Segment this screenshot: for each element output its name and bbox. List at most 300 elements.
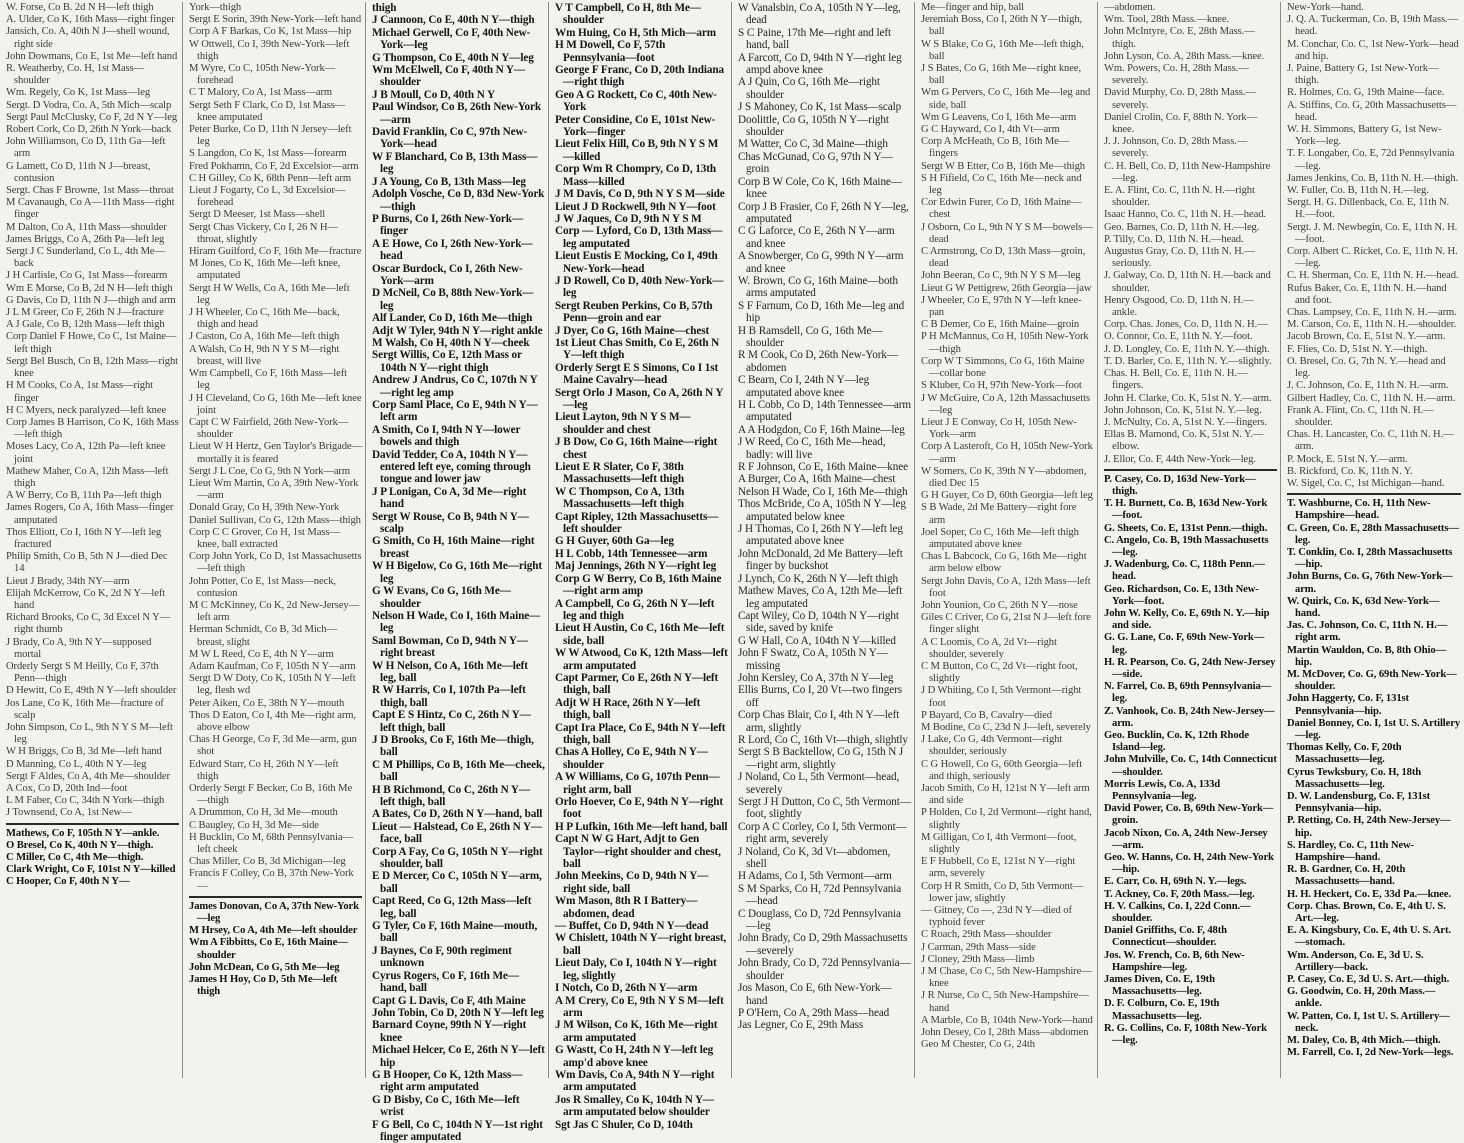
casualty-entry: H P Lufkin, 16th Me—left hand, ball (555, 820, 728, 833)
casualty-entry: John Meekins, Co D, 94th N Y—right side, ball (555, 870, 709, 895)
casualty-entry: T. D. Barler, Co. E, 11th N. Y.—slightly. (1104, 355, 1272, 367)
casualty-entry: A J Quin, Co G, 16th Me—right shoulder (738, 76, 880, 101)
casualty-entry: H Adams, Co I, 5th Vermont—arm (738, 870, 892, 883)
casualty-entry: Capt Wiley, Co D, 104th N Y—right side, saved by knife (738, 609, 899, 635)
casualty-entry: Alf Lander, Co D, 16th Me—thigh (372, 312, 533, 325)
column-6 (918, 2, 1098, 1078)
casualty-entry: Lieut J D Rockwell, 9th N Y—foot (555, 200, 716, 213)
casualty-entry: John Mulville, Co. C, 14th Connecticut—shoulder. (1104, 754, 1277, 778)
casualty-entry: Hiram Guilford, Co F, 16th Me—fracture (189, 246, 362, 258)
casualty-entry: C G Laforce, Co E, 26th N Y—arm and knee (738, 225, 895, 250)
casualty-entry: A J Gale, Co B, 12th Mass—left thigh (6, 319, 165, 331)
casualty-entry: J P Lonigan, Co A, 3d Me—right hand (372, 485, 527, 511)
casualty-entry: T. F. Longaber, Co. E, 72d Pennsylvania—leg. (1287, 148, 1455, 172)
casualty-entry: Capt Ira Place, Co E, 94th N Y—left thigh, ball (555, 721, 726, 746)
casualty-entry: John Johnson, Co. K, 51st N. Y.—leg. (1104, 404, 1262, 416)
casualty-entry: Sergt J C Sunderland, Co L, 4th Me—back (6, 246, 166, 270)
casualty-entry: J Noland, Co L, 5th Vermont—head, severely (738, 771, 900, 796)
casualty-entry: A Smith, Co I, 94th N Y—lower bowels and thigh (372, 423, 521, 449)
casualty-entry: S C Paine, 17th Me—right and left hand, ball (738, 26, 891, 52)
casualty-entry: W Chislett, 104th N Y—right breast, ball (555, 932, 727, 957)
casualty-entry: Mathew Maher, Co A, 12th Mass—left thigh (6, 465, 169, 489)
casualty-entry: D. F. Colburn, Co. E, 19th Massachusetts—leg. (1104, 998, 1220, 1022)
casualty-entry: Capt E S Hintz, Co C, 26th N Y—left thigh, ball (372, 709, 531, 734)
casualty-entry: J Baynes, Co F, 90th regiment unknown (372, 944, 512, 970)
casualty-entry: Capt G L Davis, Co F, 4th Maine (372, 994, 526, 1007)
casualty-entry: Geo. Bucklin, Co. K, 12th Rhode Island—leg. (1104, 729, 1249, 754)
column-7 (1101, 2, 1281, 1078)
casualty-entry: O. Connor, Co. E, 11th N. Y.—foot. (1104, 331, 1253, 343)
casualty-entry: Giles C Criver, Co G, 21st N J—left fore finger slight (921, 612, 1091, 636)
casualty-entry: Sergt F Aldes, Co A, 4th Me—shoulder (6, 770, 170, 782)
casualty-entry: A Farcott, Co D, 94th N Y—right leg ampd above knee (738, 51, 902, 77)
casualty-list (1287, 2, 1461, 490)
casualty-entry: Orderly Sergt S M Heilly, Co F, 37th Penn—thigh (6, 660, 159, 685)
casualty-entry: J A Young, Co B, 13th Mass—leg (372, 175, 526, 188)
casualty-entry: 1st Lieut Chas Smith, Co E, 26th N Y—left thigh (555, 336, 720, 362)
casualty-list (189, 2, 362, 893)
casualty-entry: G Tyler, Co F, 16th Maine—mouth, ball (372, 920, 538, 945)
casualty-entry: Rufus Baker, Co. E, 11th N. H.—hand and foot. (1287, 282, 1447, 306)
casualty-entry: W. Brown, Co G, 16th Maine—both arms amputated (738, 274, 898, 300)
casualty-entry: Capt Reed, Co G, 12th Mass—left leg, ball (372, 895, 532, 920)
casualty-entry: Corp A F Barkas, Co K, 1st Mass—hip (189, 26, 352, 38)
casualty-entry: Lieut E R Slater, Co F, 38th Massachusetts—left thigh (555, 461, 684, 486)
casualty-list (372, 2, 545, 1143)
casualty-entry: James H Hoy, Co D, 5th Me—left thigh (189, 974, 338, 998)
casualty-entry: G H Guyer, Co D, 60th Georgia—left leg (921, 490, 1093, 502)
casualty-entry: Sergt H W Wells, Co A, 16th Me—left leg (189, 282, 350, 306)
casualty-entry: Corp James B Harrison, Co K, 16th Mass—left thigh (6, 416, 179, 441)
casualty-entry: John W. Kelly, Co. E, 69th N. Y.—hip and side. (1104, 607, 1270, 632)
casualty-entry: C Hooper, Co F, 40th N Y— (6, 876, 130, 888)
casualty-entry: Daniel Griffiths, Co. F, 48th Connecticut—shoulder. (1104, 925, 1227, 949)
casualty-entry: John F Swatz, Co A, 105th N Y—missing (738, 647, 888, 672)
casualty-entry: H. H. Heckert, Co. E, 33d Pa.—knee. (1287, 888, 1451, 900)
casualty-entry: Sergt John Davis, Co A, 12th Mass—left foot (921, 575, 1091, 599)
casualty-entry: P Bayard, Co B, Cavalry—died (921, 709, 1052, 721)
casualty-entry: A A Hodgdon, Co F, 16th Maine—leg (738, 423, 905, 436)
casualty-entry: A. Stiffins, Co. G, 20th Massachusetts—head. (1287, 99, 1457, 123)
casualty-list-continued (189, 896, 362, 999)
casualty-entry: John H. Clarke, Co. K, 51st N. Y.—arm. (1104, 392, 1272, 404)
casualty-entry: Lieut J Fogarty, Co L, 3d Excelsior—forehead (189, 185, 346, 209)
casualty-list (6, 2, 179, 820)
casualty-entry: Joel Soper, Co C, 16th Me—left thigh amputated above knee (921, 526, 1079, 550)
casualty-entry: A Bates, Co D, 26th N Y—hand, ball (372, 808, 543, 821)
casualty-entry: J D Rowell, Co D, 40th New-York—leg (555, 274, 724, 300)
casualty-entry: M Jones, Co K, 16th Me—left knee, amputated (189, 258, 341, 282)
casualty-entry: Lieut — Halstead, Co E, 26th N Y—face, ball (372, 820, 543, 846)
casualty-entry: M. McDover, Co. G, 69th New-York—shoulder. (1287, 668, 1457, 693)
casualty-entry: M Hrsey, Co A, 4th Me—left shoulder (189, 925, 358, 937)
casualty-entry: R W Harris, Co I, 107th Pa—left thigh, ball (372, 684, 526, 709)
casualty-entry: J R Nurse, Co C, 5th New-Hampshire—hand (921, 990, 1089, 1014)
casualty-entry: Augustus Gray, Co. D, 11th N. H.—seriously. (1104, 246, 1255, 270)
casualty-entry: Wm E Morse, Co B, 2d N H—left thigh (6, 282, 173, 294)
casualty-entry: D McNeil, Co B, 88th New-York—leg (372, 287, 534, 312)
casualty-entry: Sgt Jas C Shuler, Co D, 104th (555, 1118, 693, 1131)
casualty-entry: P. Casey, Co. D, 163d New-York—thigh. (1104, 473, 1256, 497)
casualty-entry: Orderly Sergt F Becker, Co B, 16th Me—thigh (189, 783, 353, 807)
casualty-entry: P Holden, Co I, 2d Vermont—right hand, slightly (921, 807, 1092, 831)
casualty-entry: J Dyer, Co G, 16th Maine—chest (555, 324, 710, 337)
casualty-entry: Moses Lacy, Co A, 12th Pa—left knee joint (6, 441, 166, 465)
column-1 (3, 2, 183, 1078)
casualty-entry: H B Ramsdell, Co G, 16th Me—shoulder (738, 324, 883, 349)
casualty-entry: H C Myers, neck paralyzed—left knee (6, 404, 167, 416)
casualty-entry: Elijah McKerrow, Co K, 2d N Y—left hand (6, 587, 166, 611)
casualty-entry: E. Carr, Co. H, 69th N. Y.—legs. (1104, 876, 1247, 888)
casualty-entry: W. Sigel, Co. C, 1st Michigan—hand. (1287, 477, 1445, 489)
casualty-entry: Paul Windsor, Co B, 26th New-York—arm (372, 101, 541, 126)
casualty-entry: C G Howell, Co G, 60th Georgia—left and thigh, seriously (921, 758, 1083, 782)
casualty-entry: R. B. Gardner, Co. H, 20th Massachusetts—hand. (1287, 864, 1406, 888)
casualty-entry: John Haggerty, Co. F, 131st Pennsylvania—hip. (1287, 693, 1409, 717)
casualty-entry: David Tedder, Co A, 104th N Y—entered left eye, coming through tongue and lower jaw (372, 448, 531, 486)
casualty-entry: John Burns, Co. G, 76th New-York—arm. (1287, 571, 1453, 595)
casualty-entry: C M Phillips, Co B, 16th Me—cheek, ball (372, 758, 545, 784)
casualty-entry: Maj Jennings, 26th N Y—right leg (555, 560, 717, 573)
casualty-entry: C Bearn, Co I, 24th N Y—leg amputated above knee (738, 374, 870, 399)
casualty-entry: W. Quirk, Co. K, 63d New-York—hand. (1287, 595, 1440, 619)
casualty-entry: Oscar Burdock, Co I, 26th New-York—arm (372, 262, 523, 287)
casualty-entry: A Drummon, Co H, 3d Me—mouth (189, 807, 338, 819)
casualty-entry: Ellas B. Mamond, Co. K, 51st N. Y.—elbow. (1104, 429, 1264, 453)
casualty-entry: R. Holmes, Co. G, 19th Maine—face. (1287, 87, 1445, 99)
casualty-list (555, 2, 728, 1131)
casualty-entry: J W McGuire, Co A, 12th Massachusetts—leg (921, 392, 1090, 416)
casualty-entry: J. C. Johnson, Co. E, 11th N. H.—arm. (1287, 380, 1449, 392)
casualty-entry: M Wyre, Co C, 105th New-York—forehead (189, 63, 336, 87)
casualty-entry: Geo A G Rockett, Co C, 40th New-York (555, 88, 717, 114)
casualty-entry: J Wheeler, Co E, 97th N Y—left knee-pan (921, 294, 1082, 319)
casualty-entry: J Townsend, Co A, 1st New— (6, 807, 132, 819)
casualty-entry: Wm. Regely, Co K, 1st Mass—leg (6, 87, 151, 99)
casualty-entry: Peter Aiken, Co E, 38th N Y—mouth (189, 697, 345, 709)
casualty-entry: Sergt W Rouse, Co B, 94th N Y—scalp (372, 510, 529, 536)
casualty-entry: Corp — Lyford, Co D, 13th Mass—leg amputated (555, 225, 723, 250)
casualty-entry: Orlo Hoever, Co E, 94th N Y—right foot (555, 796, 724, 821)
casualty-entry: C H Gilley, Co K, 68th Penn—left arm (189, 172, 351, 184)
casualty-entry: Adjt W Tyler, 94th N Y—right ankle (372, 324, 543, 337)
casualty-entry: J Osborn, Co L, 9th N Y S M—bowels—dead (921, 221, 1093, 245)
casualty-entry: C. Green, Co. E, 28th Massachusetts—leg. (1287, 522, 1459, 546)
casualty-entry: J L M Greer, Co F, 26th N J—fracture (6, 307, 164, 319)
casualty-entry: Corp C C Grover, Co H, 1st Mass—knee, ball extracted (189, 526, 340, 550)
casualty-entry: Thos McBride, Co A, 105th N Y—leg amputated below knee (738, 498, 906, 523)
casualty-entry: York—thigh (189, 2, 242, 13)
casualty-entry: Geo. Barnes, Co. D, 11th N. H.—leg. (1104, 221, 1260, 233)
casualty-entry: A Burger, Co A, 16th Maine—chest (738, 473, 896, 486)
casualty-entry: S H Fifield, Co C, 16th Me—neck and leg (921, 172, 1082, 197)
casualty-entry: Corp A McHeath, Co B, 16th Me—fingers (921, 136, 1070, 160)
casualty-entry: T. Ackney, Co. F, 20th Mass.—leg. (1104, 888, 1255, 900)
casualty-entry: R F Johnson, Co E, 16th Maine—knee (738, 461, 909, 474)
casualty-entry: J Cannoon, Co E, 40th N Y—thigh (372, 14, 535, 27)
casualty-entry: J H Carlisle, Co G, 1st Mass—forearm (6, 270, 168, 282)
casualty-entry: Sergt D Meeser, 1st Mass—shell (189, 209, 326, 221)
casualty-entry: Sergt Seth F Clark, Co D, 1st Mass—knee amputated (189, 99, 346, 123)
casualty-entry: Mathew Maves, Co A, 12th Me—left leg amputated (738, 585, 903, 610)
casualty-entry: Lieut J E Conway, Co H, 105th New-York—arm (921, 416, 1077, 441)
column-3 (369, 2, 549, 1143)
casualty-entry: Saml Bowman, Co D, 94th N Y—right breast (372, 634, 528, 660)
casualty-entry: G Smith, Co H, 16th Maine—right breast (372, 535, 535, 560)
casualty-entry: H B Richmond, Co C, 26th N Y—left thigh, ball (372, 783, 530, 808)
casualty-entry: Martin Wauldon, Co. B, 8th Ohio—hip. (1287, 644, 1447, 668)
casualty-list-continued (1104, 469, 1277, 1048)
casualty-entry: E D Mercer, Co C, 105th N Y—arm, ball (372, 870, 542, 895)
casualty-entry: Lieut W H Hertz, Gen Taylor's Brigade—mortally it is feared (189, 441, 363, 465)
casualty-entry: J M Chase, Co C, 5th New-Hampshire—knee (921, 966, 1092, 990)
casualty-entry: C Armstrong, Co D, 13th Mass—groin, dead (921, 246, 1086, 270)
casualty-entry: Orderly Sergt E S Simons, Co I 1st Maine Cavalry—head (555, 361, 719, 387)
casualty-entry: — Gitney, Co —, 23d N Y—died of typhoid fever (921, 905, 1072, 929)
casualty-entry: H M Cooks, Co A, 1st Mass—right finger (6, 380, 153, 404)
casualty-entry: W. Patten, Co. I, 1st U. S. Artillery—neck. (1287, 1010, 1450, 1034)
casualty-entry: Z. Vanhook, Co. B, 24th New-Jersey—arm. (1104, 705, 1275, 729)
casualty-entry: Fred Pokhamn, Co F, 2d Excelsior—arm (189, 160, 359, 172)
casualty-entry: W C Thompson, Co A, 13th Massachusetts—left thigh (555, 485, 685, 511)
casualty-entry: W. H. Simmons, Battery G, 1st New-York—leg. (1287, 124, 1442, 148)
casualty-entry: J Cloney, 29th Mass—limb (921, 953, 1035, 965)
casualty-entry: Sergt Bel Busch, Co B, 12th Mass—right knee (6, 355, 178, 380)
casualty-entry: G W Hall, Co A, 104th N Y—killed (738, 634, 896, 647)
casualty-entry: Geo M Chester, Co G, 24th (921, 1039, 1035, 1051)
casualty-entry: W Somers, Co K, 39th N Y—abdomen, died Dec 15 (921, 465, 1087, 489)
casualty-entry: P. Retting, Co. H, 24th New-Jersey—hip. (1287, 815, 1451, 839)
casualty-entry: Capt Ripley, 12th Massachusetts—left shoulder (555, 510, 719, 536)
casualty-entry: V T Campbell, Co H, 8th Me—shoulder (555, 2, 701, 27)
casualty-entry: J Lake, Co G, 4th Vermont—right shoulder, seriously (921, 734, 1063, 758)
casualty-entry: Daniel Crolin, Co. F, 88th N. York—knee. (1104, 111, 1258, 136)
casualty-entry: Edward Starr, Co H, 26th N Y—left thigh (189, 758, 339, 782)
casualty-entry: Lieut Felix Hill, Co B, 9th N Y S M—killed (555, 138, 719, 163)
casualty-entry: O. Bresel, Co. G, 7th N. Y.—head and leg. (1287, 355, 1446, 380)
casualty-entry: Chas Miller, Co B, 3d Michigan—leg (189, 856, 346, 868)
casualty-entry: Herman Schmidt, Co B, 3d Mich—breast, slight (189, 624, 337, 648)
casualty-entry: John McDonald, 2d Me Battery—left finger by buckshot (738, 547, 903, 573)
casualty-entry: E. A. Flint, Co. C, 11th N. H.—right shoulder. (1104, 185, 1255, 209)
casualty-entry: Sergt J L Coe, Co G, 9th N York—arm (189, 465, 351, 477)
casualty-entry: Sergt Paul McClusky, Co F, 2d N Y—leg (6, 111, 178, 123)
casualty-entry: Adjt W H Race, 26th N Y—left thigh, ball (555, 696, 701, 722)
casualty-entry: F G Bell, Co C, 104th N Y—1st right finger amputated (372, 1118, 543, 1143)
casualty-entry: Sergt. H. G. Dillenback, Co. E, 11th N. H.—foot. (1287, 197, 1450, 221)
casualty-entry: R. G. Collins, Co. F, 108th New-York—leg. (1104, 1022, 1267, 1047)
casualty-entry: Philip Smith, Co B, 5th N J—died Dec 14 (6, 551, 168, 575)
casualty-entry: J Carman, 29th Mass—side (921, 941, 1036, 953)
casualty-entry: Sergt. Chas F Browne, 1st Mass—throat (6, 185, 174, 197)
casualty-entry: Barnard Coyne, 99th N Y—right knee (372, 1019, 527, 1044)
casualty-entry: F. Flies, Co. D, 51st N. Y.—thigh. (1287, 343, 1428, 355)
casualty-entry: John Beeran, Co C, 9th N Y S M—leg (921, 270, 1081, 282)
casualty-entry: Corp H R Smith, Co D, 5th Vermont—lower jaw, slightly (921, 880, 1084, 904)
casualty-entry: C T Malory, Co A, 1st Mass—arm (189, 87, 333, 99)
casualty-entry: S F Farnum, Co D, 16th Me—leg and hip (738, 299, 905, 325)
casualty-entry: Jos Lane, Co K, 16th Me—fracture of scalp (6, 697, 164, 721)
casualty-entry: John Desey, Co I, 28th Mass—abdomen (921, 1027, 1089, 1039)
column-4 (552, 2, 732, 1131)
casualty-entry: J. Paine, Battery G, 1st New-York—thigh. (1287, 63, 1439, 87)
casualty-entry: John Kersley, Co A, 37th N Y—leg (738, 671, 894, 684)
casualty-entry: Ellis Burns, Co I, 20 Vt—two fingers off (738, 684, 903, 709)
casualty-entry: Morris Lewis, Co. A, 133d Pennsylvania—leg. (1104, 778, 1221, 802)
casualty-entry: C Baugley, Co H, 3d Me—side (189, 819, 319, 831)
casualty-entry: David Murphy, Co. D, 28th Mass.—severely. (1104, 87, 1256, 111)
casualty-entry: R Lord, Co C, 16th Vt—thigh, slightly (738, 733, 908, 746)
casualty-entry: H. R. Pearson, Co. G, 24th New-Jersey—side. (1104, 656, 1276, 680)
casualty-entry: M. Daley, Co. B, 4th Mich.—thigh. (1287, 1035, 1441, 1047)
casualty-entry: Thomas Kelly, Co. F, 20th Massachusetts—leg. (1287, 742, 1402, 766)
casualty-entry: John Brady, Co D, 29th Massachusetts—severely (738, 932, 908, 957)
casualty-entry: Daniel Sullivan, Co G, 12th Mass—thigh (189, 514, 361, 526)
casualty-entry: J. J. Johnson, Co. D, 28th Mass.—severely. (1104, 136, 1248, 160)
casualty-entry: O Bresel, Co K, 40th N Y—thigh. (6, 839, 154, 851)
casualty-entry: Capt Parmer, Co E, 26th N Y—left thigh, ball (555, 671, 719, 697)
casualty-entry: S B Wade, 2d Me Battery—right fore arm (921, 502, 1077, 526)
casualty-entry: E F Hubbell, Co E, 121st N Y—right arm, severely (921, 856, 1076, 880)
casualty-entry: John Lyson, Co. A, 28th Mass.—knee. (1104, 50, 1265, 62)
casualty-entry: George F Franc, Co D, 20th Indiana—right thigh (555, 64, 724, 89)
casualty-entry: Jacob Nixon, Co. A, 24th New-Jersey—arm. (1104, 827, 1268, 851)
casualty-entry: G D Bisby, Co C, 16th Me—left wrist (372, 1093, 520, 1119)
casualty-entry: New-York—hand. (1287, 2, 1364, 13)
casualty-entry: Jacob Brown, Co. E, 51st N. Y.—arm. (1287, 331, 1446, 343)
casualty-entry: W S Blake, Co G, 16th Me—left thigh, ball (921, 38, 1084, 62)
casualty-list-continued (6, 823, 179, 889)
casualty-entry: M Cavanaugh, Co A—11th Mass—right finger (6, 197, 175, 221)
casualty-entry: Sergt S B Backtellow, Co G, 15th N J—right arm, slightly (738, 746, 904, 771)
casualty-entry: J. D. Longley, Co. E, 11th N. Y.—thigh. (1104, 343, 1270, 355)
casualty-entry: H L Cobb, 14th Tennessee—arm (555, 547, 708, 560)
casualty-entry: James Jenkins, Co. B, 11th N. H.—thigh. (1287, 172, 1459, 184)
column-5 (735, 2, 915, 1078)
casualty-entry: Thos D Eaton, Co I, 4th Me—right arm, above elbow (189, 709, 356, 733)
casualty-entry: Clark Wright, Co F, 101st N Y—killed (6, 864, 176, 876)
casualty-entry: W F Blanchard, Co B, 13th Mass—leg (372, 150, 538, 176)
casualty-entry: T. H. Burnett, Co. B, 163d New-York—foot. (1104, 498, 1268, 522)
casualty-entry: Geo. Richardson, Co. E, 13th New-York—foot. (1104, 583, 1259, 607)
casualty-entry: John Potter, Co E, 1st Mass—neck, contusion (189, 575, 336, 599)
casualty-entry: James Briggs, Co A, 26th Pa—left leg (6, 233, 165, 245)
casualty-entry: Jansich, Co. A, 40th N J—shell wound, right side (6, 26, 170, 50)
casualty-entry: P H McMannus, Co H, 105th New-York—thigh (921, 331, 1089, 355)
casualty-entry: Lieut Wm Martin, Co A, 39th New-York—arm (189, 477, 359, 502)
casualty-entry: Wm. Powers, Co. H, 28th Mass.—severely. (1104, 63, 1249, 87)
casualty-entry: G C Hayward, Co I, 4th Vt—arm (921, 124, 1060, 136)
casualty-entry: M Dalton, Co A, 11th Mass—shoulder (6, 221, 167, 233)
casualty-entry: Chas H George, Co F, 3d Me—arm, gun shot (189, 734, 357, 758)
casualty-entry: John Simpson, Co L, 9th N Y S M—left leg (6, 721, 173, 746)
casualty-entry: Michael Gerwell, Co F, 40th New-York—leg (372, 26, 531, 52)
casualty-list (738, 2, 911, 1032)
casualty-entry: T. Washburne, Co. H, 11th New-Hampshire—head. (1287, 498, 1431, 522)
casualty-entry: C. H. Bell, Co. D, 11th New-Hampshire—leg. (1104, 160, 1271, 184)
casualty-entry: S Kluber, Co H, 97th New-York—foot (921, 380, 1082, 392)
casualty-entry: Corp J B Frasier, Co F, 26th N Y—leg, amputated (738, 200, 909, 225)
casualty-entry: W. Forse, Co B. 2d N H—left thigh (6, 2, 154, 13)
casualty-entry: A M Crery, Co E, 9th N Y S M—left arm (555, 994, 724, 1019)
casualty-entry: Nelson H Wade, Co I, 16th Maine—leg (372, 609, 541, 635)
casualty-entry: Adam Kaufman, Co F, 105th N Y—arm (189, 660, 356, 672)
casualty-entry: Geo. W. Hanns, Co. H, 24th New-York—hip. (1104, 852, 1274, 876)
casualty-entry: M Bodine, Co C, 23d N J—left, severely (921, 721, 1091, 733)
casualty-entry: M. Carson, Co. E, 11th N. H.—shoulder. (1287, 319, 1457, 331)
casualty-entry: John Tobin, Co D, 20th N Y—left leg (372, 1006, 544, 1019)
casualty-entry: M Gilligan, Co I, 4th Vermont—foot, slightly (921, 831, 1077, 856)
casualty-entry: T. Conklin, Co. I, 28th Massachusetts—hip. (1287, 546, 1453, 571)
casualty-entry: S. Hardley, Co. C, 11th New-Hampshire—hand. (1287, 839, 1414, 864)
casualty-list-continued (1287, 493, 1461, 1059)
casualty-entry: W Ottwell, Co I, 39th New-York—left thigh (189, 38, 350, 62)
casualty-entry: Cor Edwin Furer, Co D, 16th Maine—chest (921, 197, 1082, 221)
casualty-entry: — Buffet, Co D, 94th N Y—dead (555, 920, 709, 933)
casualty-entry: Andrew J Andrus, Co C, 107th N Y—right leg amp (372, 374, 538, 399)
casualty-entry: J W Jaques, Co D, 9th N Y S M (555, 212, 702, 225)
casualty-entry: W H Bigelow, Co G, 16th Me—right leg (372, 560, 542, 585)
casualty-entry: Wm Davis, Co A, 94th N Y—right arm amputated (555, 1068, 715, 1094)
casualty-entry: J B Dow, Co G, 16th Maine—right chest (555, 436, 718, 461)
casualty-entry: Francis F Colley, Co B, 37th New-York— (189, 868, 354, 892)
casualty-entry: Wm Mason, 8th R I Battery—abdomen, dead (555, 895, 698, 920)
casualty-entry: G Davis, Co D, 11th N J—thigh and arm (6, 294, 176, 306)
casualty-entry: J Lynch, Co K, 26th N Y—left thigh (738, 572, 898, 585)
casualty-entry: J S Bates, Co G, 16th Me—right knee, ball (921, 63, 1082, 87)
casualty-entry: P. Casey, Co. E, 3d U. S. Art.—thigh. (1287, 974, 1450, 986)
casualty-entry: W W Atwood, Co K, 12th Mass—left arm amputated (555, 647, 728, 672)
casualty-entry: Lieut G W Pettigrew, 26th Georgia—jaw (921, 282, 1092, 294)
casualty-entry: J. Ellor, Co. F, 44th New-York—leg. (1104, 453, 1256, 465)
casualty-entry: G Wastt, Co H, 24th N Y—left leg amp'd above knee (555, 1044, 714, 1069)
casualty-entry: David Franklin, Co C, 97th New-York—head (372, 126, 528, 151)
casualty-entry: Sergt Reuben Perkins, Co B, 57th Penn—groin and ear (555, 299, 713, 325)
casualty-entry: A W Berry, Co B, 11th Pa—left thigh (6, 490, 162, 502)
casualty-entry: Isaac Hanno, Co. C, 11th N. H.—head. (1104, 209, 1266, 221)
casualty-entry: M Walsh, Co H, 40th N Y—cheek (372, 336, 530, 349)
casualty-entry: Thos Elliott, Co I, 16th N Y—left leg fractured (6, 526, 162, 550)
casualty-entry: Gilbert Hadley, Co. C, 11th N. H.—arm. (1287, 392, 1456, 404)
casualty-entry: C. Angelo, Co. B, 19th Massachusetts—leg. (1104, 534, 1269, 558)
casualty-entry: Capt N W G Hart, Adjt to Gen Taylor—right shoulder and chest, ball (555, 833, 721, 871)
casualty-entry: Frank A. Flint, Co. C, 11th N. H.—shoulder. (1287, 404, 1434, 428)
casualty-entry: Lieut Layton, 9th N Y S M—shoulder and chest (555, 411, 691, 436)
casualty-entry: Donald Gray, Co H, 39th New-York (189, 502, 340, 514)
casualty-entry: Jas Legner, Co E, 29th Mass (738, 1019, 864, 1032)
casualty-entry: Corp Wm R Chompry, Co D, 13th Mass—killed (555, 163, 716, 188)
casualty-entry: D Manning, Co L, 40th N Y—leg (6, 758, 147, 770)
casualty-entry: Jacob Smith, Co H, 121st N Y—left arm and side (921, 783, 1090, 807)
casualty-entry: J M Davis, Co D, 9th N Y S M—side (555, 188, 725, 201)
casualty-entry: Wm McElwell, Co F, 40th N Y—shoulder (372, 64, 525, 89)
casualty-entry: Corp. Albert C. Ricket, Co. E, 11th N. H.—leg. (1287, 246, 1458, 270)
casualty-entry: thigh (372, 2, 397, 14)
casualty-entry: Chas L Babcock, Co G, 16th Me—right arm below elbow (921, 551, 1087, 575)
casualty-entry: Lieut H Austin, Co C, 16th Me—left side, ball (555, 622, 725, 647)
casualty-entry: Corp Saml Place, Co E, 94th N Y—left arm (372, 399, 538, 424)
casualty-entry: Sergt W B Etter, Co B, 16th Me—thigh (921, 160, 1086, 172)
casualty-entry: Sergt E Sorin, 39th New-York—left hand (189, 14, 362, 26)
casualty-entry: A W Williams, Co G, 107th Penn—right arm, ball (555, 771, 720, 796)
casualty-entry: Sergt. D Vodra, Co. A, 5th Mich—scalp (6, 99, 172, 111)
casualty-entry: Lieut Daly, Co I, 104th N Y—right leg, slightly (555, 957, 717, 982)
casualty-entry: Peter Burke, Co D, 11th N Jersey—left leg (189, 124, 352, 148)
casualty-entry: Jos. W. French, Co. B, 6th New-Hampshire—leg. (1104, 949, 1245, 973)
casualty-entry: David Power, Co. B, 69th New-York—groin. (1104, 803, 1274, 827)
casualty-entry: Chas A Holley, Co E, 94th N Y—shoulder (555, 746, 708, 771)
casualty-entry: S M Sparks, Co H, 72d Pennsylvania—head (738, 882, 902, 908)
